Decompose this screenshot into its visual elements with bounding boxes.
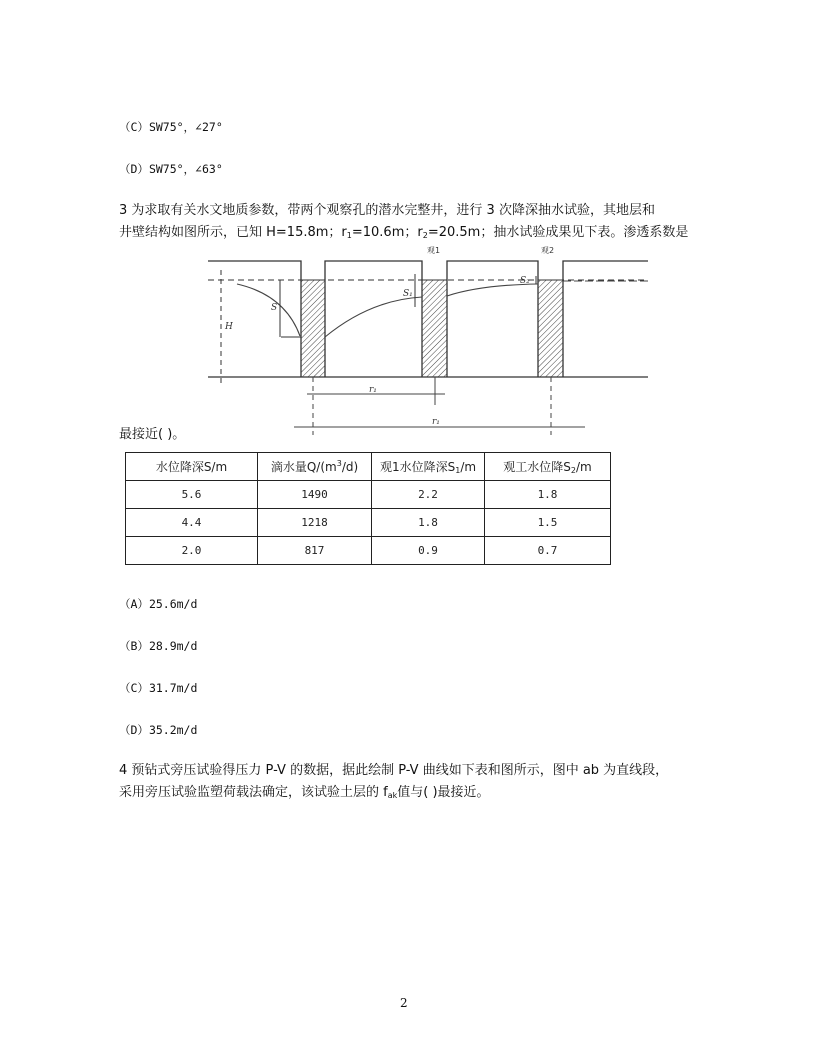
label-obs2: 观2	[541, 246, 555, 255]
drawdown-curve-inner	[237, 284, 300, 336]
well-diagram	[0, 0, 816, 450]
superscript: 3	[336, 459, 342, 468]
option-text: 25.6m/d	[148, 597, 198, 611]
question-text: 为求取有关水文地质参数，带两个观察孔的潜水完整井，进行 3 次降深抽水试验，其地层和	[131, 203, 655, 218]
label-s2: S₂	[520, 276, 530, 286]
option-c	[119, 680, 197, 696]
header-cell	[258, 453, 372, 481]
ground-surface-left	[208, 261, 301, 377]
observation-well-2	[538, 280, 563, 377]
header-text: /d)	[341, 460, 359, 474]
table-cell: 0.9	[372, 537, 485, 565]
option-label: （C）	[119, 120, 149, 134]
header-text: 水位降深S/m	[155, 460, 228, 474]
ground-surface-right	[563, 261, 648, 377]
option-label: （B）	[119, 639, 149, 653]
table-cell: 2.2	[372, 481, 485, 509]
question-number: 4	[119, 763, 128, 778]
header-text: 滴水量Q/(m	[270, 460, 337, 474]
option-text: 28.9m/d	[148, 639, 198, 653]
question-number: 3	[119, 203, 128, 218]
table-row	[126, 537, 611, 565]
question-3-line-3: 最接近( )。	[119, 427, 186, 442]
table-cell: 1218	[258, 509, 372, 537]
subscript: 1	[346, 231, 352, 240]
table-header-row	[126, 453, 611, 481]
table-cell: 1.5	[485, 509, 611, 537]
table-cell: 1.8	[485, 481, 611, 509]
subscript: 2	[570, 466, 576, 475]
question-text: 预钻式旁压试验得压力 P-V 的数据，据此绘制 P-V 曲线如下表和图所示，图中 ab 为直线段，	[131, 763, 669, 778]
subscript: 2	[422, 231, 428, 240]
question-4-line-1	[119, 760, 709, 782]
header-text: /m	[575, 460, 592, 474]
header-cell	[126, 453, 258, 481]
header-text: 观工水位降S	[503, 460, 571, 474]
option-label: （C）	[119, 681, 149, 695]
option-text: 35.2m/d	[148, 723, 198, 737]
label-h: H	[225, 322, 233, 332]
option-text: SW75°，∠63°	[148, 162, 223, 176]
header-text: /m	[460, 460, 477, 474]
option-b	[119, 638, 197, 654]
table-cell: 5.6	[126, 481, 258, 509]
option-text: 31.7m/d	[148, 681, 198, 695]
question-text: =10.6m；r	[351, 225, 423, 240]
question-4-line-2	[119, 782, 709, 804]
question-4-text	[119, 760, 709, 804]
option-text: SW75°，∠27°	[148, 120, 223, 134]
pumping-well	[301, 280, 325, 377]
label-obs1: 观1	[427, 246, 441, 255]
header-cell	[372, 453, 485, 481]
question-text: 井壁结构如图所示，已知 H=15.8m；r	[119, 225, 347, 240]
subscript: 1	[455, 466, 461, 475]
ground-surface-mid1	[325, 261, 422, 377]
subscript: ak	[387, 791, 398, 800]
option-d	[119, 722, 197, 738]
label-r1: r₁	[369, 385, 377, 395]
table-cell: 1.8	[372, 509, 485, 537]
label-s: S	[271, 303, 278, 313]
table-cell: 817	[258, 537, 372, 565]
option-a	[119, 596, 197, 612]
table-cell: 4.4	[126, 509, 258, 537]
table-row	[126, 481, 611, 509]
label-s1: S₁	[403, 289, 413, 299]
drawdown-curve-between	[325, 297, 422, 337]
header-text: 观1水位降深S	[379, 460, 456, 474]
option-label: （D）	[119, 162, 149, 176]
table-row	[126, 509, 611, 537]
question-text: 采用旁压试验监塑荷载法确定，该试验土层的 f	[119, 785, 388, 800]
page-number: 2	[400, 996, 408, 1010]
label-r2: r₁	[432, 417, 440, 427]
header-cell	[485, 453, 611, 481]
question-text: =20.5m；抽水试验成果见下表。渗透系数是	[427, 225, 689, 240]
question-text: 值与( )最接近。	[397, 785, 490, 800]
table-cell: 1490	[258, 481, 372, 509]
observation-well-1	[422, 280, 447, 377]
table-cell: 0.7	[485, 537, 611, 565]
option-label: （A）	[119, 597, 149, 611]
pumping-test-table	[125, 452, 611, 565]
option-label: （D）	[119, 723, 149, 737]
table-cell: 2.0	[126, 537, 258, 565]
